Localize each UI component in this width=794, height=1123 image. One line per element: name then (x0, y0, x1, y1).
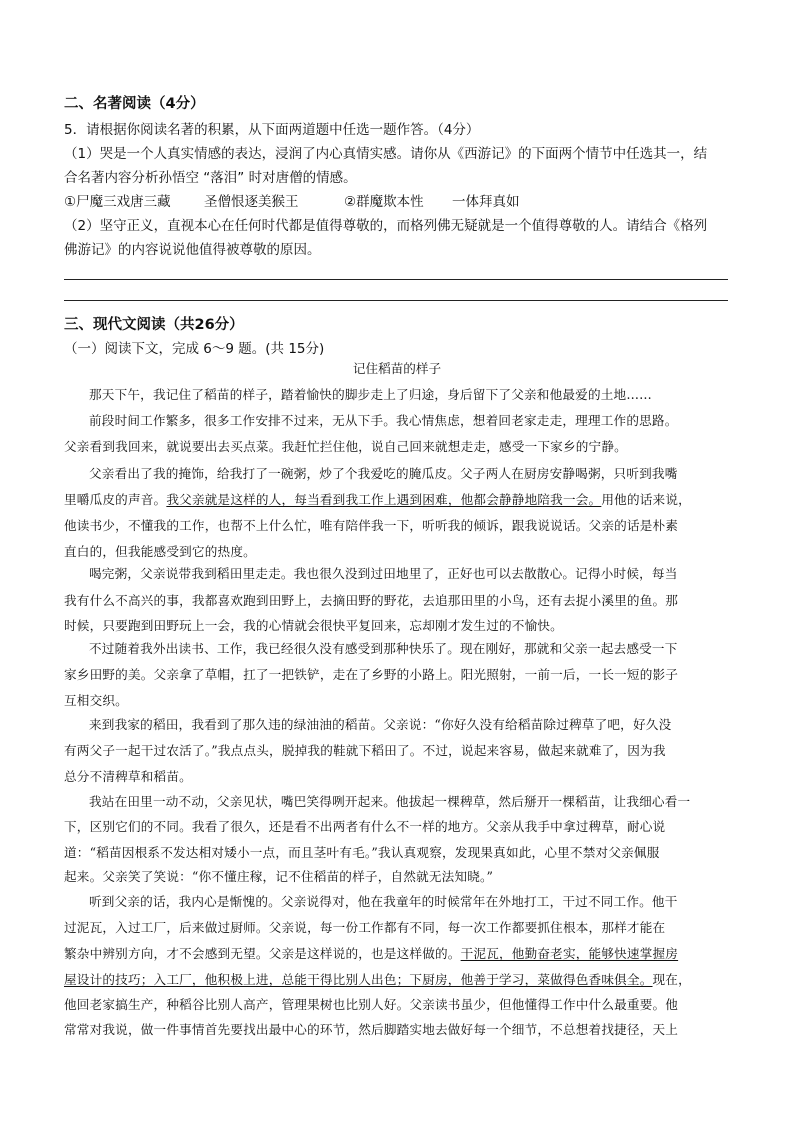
question-5-1-line1: （1）哭是一个人真实情感的表达，浸润了内心真情实感。请你从《西游记》的下面两个情节中任选其一，结 (64, 146, 708, 162)
option-2a: ②群魔欺本性 (344, 194, 424, 210)
question-5-1-line2: 合名著内容分析孙悟空 “落泪” 时对唐僧的情感。 (64, 170, 357, 186)
question-5-2-line2: 佛游记》的内容说说他值得被尊敬的原因。 (64, 242, 321, 258)
passage-line: 直白的，但我能感受到它的热度。 (64, 544, 256, 559)
passage-line: 来到我家的稻田，我看到了那久违的绿油油的稻苗。父亲说：“你好久没有给稻苗除过稗草了吧，好久没 (89, 717, 672, 732)
answer-line (64, 300, 728, 301)
underlined-sentence: 屋设计的技巧；入工厂，他积极上进，总能干得比别人出色；下厨房，他善于学习，菜做得色香味俱全。 (64, 972, 653, 987)
passage-fragment: 里嚼瓜皮的声音。 (64, 492, 167, 507)
passage-line (64, 943, 728, 962)
passage-line: 我有什么不高兴的事，我都喜欢跑到田野上，去摘田野的野花，去追那田里的小鸟，还有去捉小溪里的鱼。那 (64, 593, 679, 608)
passage-line: 不过随着我外出读书、工作，我已经很久没有感受到那种快乐了。现在刚好，那就和父亲一起去感受一下 (89, 641, 678, 656)
section3-subheading: （一）阅读下文，完成 6～9 题。(共 15分) (64, 341, 325, 357)
passage-line: 前段时间工作繁多，很多工作安排不过来，无从下手。我心情焦虑，想着回老家走走，理理工作的思路。 (89, 413, 678, 428)
passage-line: 我站在田里一动不动，父亲见状，嘴巴笑得咧开起来。他拔起一棵稗草，然后掰开一棵稻苗，让我细心看一 (89, 794, 691, 809)
passage-line: 喝完粥，父亲说带我到稻田里走走。我也很久没到过田地里了，正好也可以去散散心。记得小时候，每当 (89, 566, 678, 581)
option-2b: 一体拜真如 (452, 194, 520, 210)
passage-line (64, 969, 728, 988)
underlined-sentence: 我父亲就是这样的人，每当看到我工作上遇到困难，他都会静静地陪我一会。 (166, 492, 602, 507)
passage-title: 记住稻苗的样子 (352, 361, 442, 376)
passage-line: 起来。父亲笑了笑说：“你不懂庄稼，记不住稻苗的样子，自然就无法知晓。” (64, 869, 494, 884)
passage-line: 家乡田野的美。父亲拿了草帽，扛了一把铁铲，走在了乡野的小路上。阳光照射，一前一后，一长一短的影子 (64, 667, 679, 682)
passage-fragment: 现在， (652, 972, 691, 987)
passage-fragment: 用他的话来说， (601, 492, 691, 507)
passage-line: 常常对我说，做一件事情首先要找出最中心的环节，然后脚踏实地去做好每一个细节，不总想着找捷径，天上 (64, 1022, 679, 1037)
passage-fragment: 繁杂中辨别方向，才不会感到无望。父亲是这样说的，也是这样做的。 (64, 946, 461, 961)
section2-heading: 二、名著阅读（4分） (64, 96, 205, 112)
passage-line: 父亲看到我回来，就说要出去买点菜。我赶忙拦住他，说自己回来就想走走，感受一下家乡的宁静。 (64, 439, 627, 454)
option-1a: ①尸魔三戏唐三藏 (64, 194, 171, 210)
passage-line: 互相交织。 (64, 693, 128, 708)
passage-line: 过泥瓦，入过工厂，后来做过厨师。父亲说，每一份工作都有不同，每一次工作都要抓住根本，那样才能在 (64, 920, 666, 935)
question-5: 5．请根据你阅读名著的积累，从下面两道题中任选一题作答。（4分） (64, 122, 480, 138)
question-5-2-line1: （2）坚守正义，直视本心在任何时代都是值得尊敬的，而格列佛无疑就是一个值得尊敬的人。请结合《格列 (64, 218, 708, 234)
passage-line: 道：“稻苗因根系不发达相对矮小一点，而且茎叶有毛。”我认真观察，发现果真如此，心里不禁对父亲佩服 (64, 845, 660, 860)
passage-line: 听到父亲的话，我内心是惭愧的。父亲说得对，他在我童年的时候常年在外地打工，干过不同工作。他干 (89, 894, 678, 909)
answer-line (64, 279, 728, 280)
passage-line: 那天下午，我记住了稻苗的样子，踏着愉快的脚步走上了归途，身后留下了父亲和他最爱的土地…… (89, 387, 652, 402)
passage-line: 他读书少，不懂我的工作，也帮不上什么忙，唯有陪伴我一下，听听我的倾诉，跟我说说话。父亲的话是朴素 (64, 518, 679, 533)
passage-line: 下，区别它们的不同。我看了很久，还是看不出两者有什么不一样的地方。父亲从我手中拿过稗草，耐心说 (64, 819, 666, 834)
passage-line: 他回老家搞生产，种稻谷比别人高产，管理果树也比别人好。父亲读书虽少，但他懂得工作中什么最重要。他 (64, 997, 679, 1012)
passage-line: 父亲看出了我的掩饰，给我打了一碗粥，炒了个我爱吃的腌瓜皮。父子两人在厨房安静喝粥，只听到我嘴 (89, 466, 678, 481)
passage-line (64, 489, 728, 508)
option-1b: 圣僧恨逐美猴王 (204, 194, 299, 210)
question-5-options (64, 190, 728, 210)
passage-line: 时候，只要跑到田野玩上一会，我的心情就会很快平复回来，忘却刚才发生过的不愉快。 (64, 618, 563, 633)
passage-line: 有两父子一起干过农活了。”我点点头，脱掉我的鞋就下稻田了。不过，说起来容易，做起来就难了，因为我 (64, 743, 666, 758)
underlined-sentence: 干泥瓦，他勤奋老实，能够快速掌握房 (460, 946, 679, 961)
section3-heading: 三、现代文阅读（共26分） (64, 317, 244, 333)
passage-line: 总分不清稗草和稻苗。 (64, 769, 192, 784)
